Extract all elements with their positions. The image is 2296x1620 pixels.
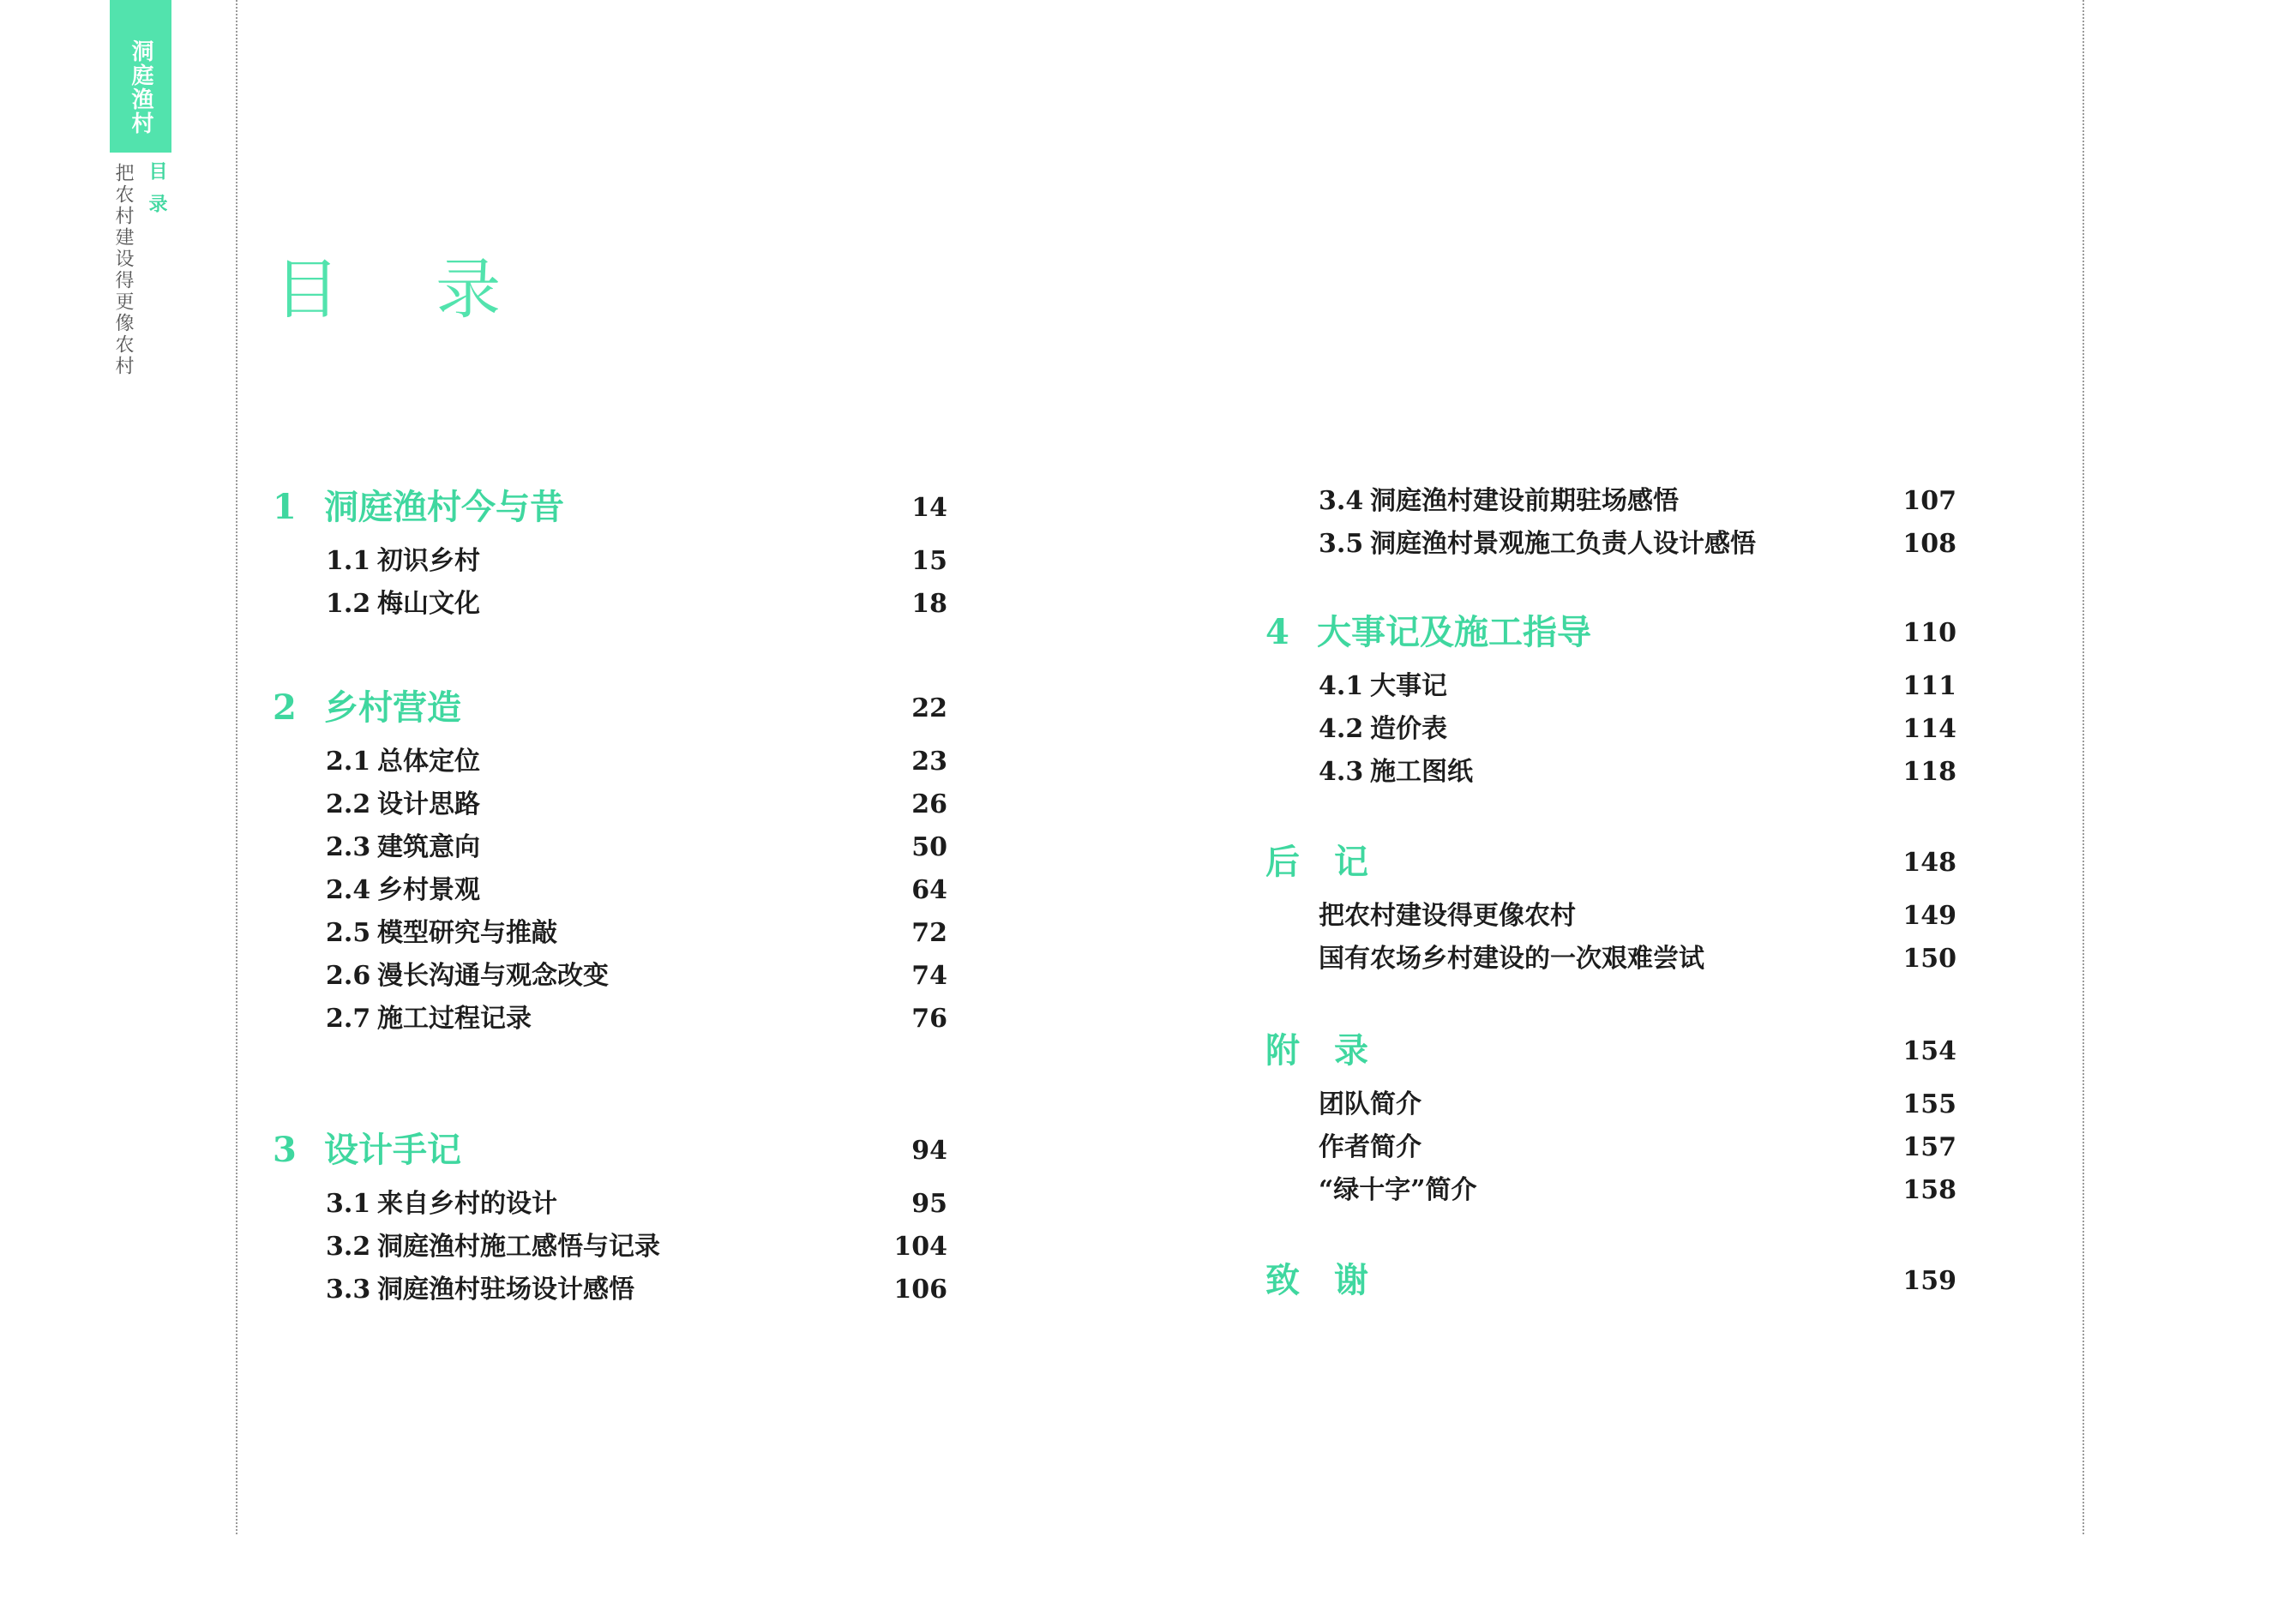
spine-title: 洞庭渔村 xyxy=(128,39,153,135)
toc-title: 国有农场乡村建设的一次艰难尝试 xyxy=(1319,944,1704,974)
toc-page-number: 72 xyxy=(911,918,947,948)
toc-item[interactable] xyxy=(1319,946,1704,972)
toc-chapter[interactable] xyxy=(273,487,564,527)
toc-number: 2.4 xyxy=(326,875,371,905)
toc-item[interactable] xyxy=(326,1006,532,1032)
toc-page-number: 157 xyxy=(1902,1132,1956,1162)
toc-item[interactable] xyxy=(1319,759,1473,785)
toc-item[interactable] xyxy=(1319,1175,1477,1205)
toc-item[interactable] xyxy=(326,546,480,576)
toc-item[interactable] xyxy=(326,875,480,905)
toc-title: 造价表 xyxy=(1370,714,1447,744)
left-margin-guide xyxy=(236,0,237,1534)
toc-page-number: 64 xyxy=(911,875,947,905)
toc-title: 漫长沟通与观念改变 xyxy=(377,961,609,991)
toc-item[interactable] xyxy=(326,789,480,819)
toc-title: 初识乡村 xyxy=(377,546,480,576)
toc-page-number: 111 xyxy=(1902,671,1956,701)
toc-title: 施工过程记录 xyxy=(377,1004,532,1034)
toc-chapter[interactable] xyxy=(1265,842,1403,882)
toc-number: 3.1 xyxy=(326,1189,371,1219)
toc-title: 附录 xyxy=(1265,1030,1403,1071)
toc-chapter[interactable] xyxy=(273,687,461,728)
toc-number: 2.6 xyxy=(326,961,371,991)
toc-title: 洞庭渔村今与昔 xyxy=(324,487,564,527)
toc-page-number: 95 xyxy=(911,1189,947,1219)
toc-title: 团队简介 xyxy=(1319,1089,1421,1119)
toc-page-number: 118 xyxy=(1902,757,1956,787)
toc-item[interactable] xyxy=(326,1191,557,1217)
toc-item[interactable] xyxy=(1319,1089,1421,1119)
toc-page-number: 148 xyxy=(1902,848,1956,878)
toc-title: 洞庭渔村建设前期驻场感悟 xyxy=(1370,486,1679,516)
toc-number: 3.4 xyxy=(1319,486,1364,516)
toc-page-number: 159 xyxy=(1902,1266,1956,1296)
toc-page-number: 114 xyxy=(1902,714,1956,744)
toc-title: 洞庭渔村景观施工负责人设计感悟 xyxy=(1370,529,1756,559)
toc-title: 乡村营造 xyxy=(324,687,461,728)
toc-title: 后记 xyxy=(1265,842,1403,882)
toc-title: 大事记 xyxy=(1370,671,1447,701)
toc-title: 把农村建设得更像农村 xyxy=(1319,901,1576,931)
toc-title: 设计思路 xyxy=(377,789,480,819)
toc-number: 1.1 xyxy=(326,546,371,576)
toc-page-number: 154 xyxy=(1902,1036,1956,1066)
toc-number: 4.3 xyxy=(1319,757,1364,787)
toc-item[interactable] xyxy=(326,1277,634,1303)
toc-page-number: 158 xyxy=(1902,1175,1956,1205)
toc-item[interactable] xyxy=(1319,714,1447,744)
toc-title: 来自乡村的设计 xyxy=(377,1189,557,1219)
toc-chapter[interactable] xyxy=(1265,1030,1403,1071)
toc-title: 建筑意向 xyxy=(377,832,480,862)
toc-number: 2.7 xyxy=(326,1004,371,1034)
right-margin-guide xyxy=(2083,0,2084,1534)
toc-page-number: 149 xyxy=(1902,901,1956,931)
toc-number: 2.2 xyxy=(326,789,371,819)
toc-title: 梅山文化 xyxy=(377,589,480,619)
toc-number: 1.2 xyxy=(326,589,371,619)
toc-title: 施工图纸 xyxy=(1370,757,1473,787)
toc-number: 2.5 xyxy=(326,918,371,948)
toc-chapter[interactable] xyxy=(1265,612,1591,652)
toc-page-number: 108 xyxy=(1902,529,1956,559)
toc-number: 2.3 xyxy=(326,832,371,862)
toc-title: 总体定位 xyxy=(377,747,480,777)
toc-item[interactable] xyxy=(326,591,480,617)
toc-page-number: 107 xyxy=(1902,486,1956,516)
toc-page-number: 14 xyxy=(911,493,947,523)
toc-page-number: 22 xyxy=(911,693,947,723)
page-title: 目 录 xyxy=(274,251,539,327)
toc-page-number: 94 xyxy=(911,1136,947,1166)
toc-number: 4 xyxy=(1265,612,1289,652)
toc-page-number: 15 xyxy=(911,546,947,576)
spine-title-tab xyxy=(110,0,171,153)
toc-page-number: 76 xyxy=(911,1004,947,1034)
toc-number: 3 xyxy=(273,1130,297,1170)
spine-section-label: 目录 xyxy=(146,161,168,226)
toc-title: 洞庭渔村驻场设计感悟 xyxy=(377,1275,634,1305)
toc-title: 乡村景观 xyxy=(377,875,480,905)
toc-chapter[interactable] xyxy=(1265,1260,1403,1300)
toc-item[interactable] xyxy=(1319,671,1447,701)
toc-title: 洞庭渔村施工感悟与记录 xyxy=(377,1232,660,1262)
toc-number: 4.1 xyxy=(1319,671,1364,701)
toc-title: 设计手记 xyxy=(324,1130,461,1170)
toc-item[interactable] xyxy=(326,918,557,948)
toc-page-number: 110 xyxy=(1902,618,1956,648)
toc-item[interactable] xyxy=(1319,903,1576,929)
toc-number: 4.2 xyxy=(1319,714,1364,744)
toc-title: “绿十字”简介 xyxy=(1319,1175,1477,1205)
toc-page-number: 104 xyxy=(893,1232,947,1262)
toc-number: 2 xyxy=(273,687,297,728)
toc-chapter[interactable] xyxy=(273,1130,461,1170)
toc-item[interactable] xyxy=(1319,486,1679,516)
toc-number: 3.2 xyxy=(326,1232,371,1262)
toc-page-number: 26 xyxy=(911,789,947,819)
toc-page-number: 50 xyxy=(911,832,947,862)
toc-item[interactable] xyxy=(326,963,609,989)
toc-number: 2.1 xyxy=(326,747,371,777)
toc-item[interactable] xyxy=(326,832,480,862)
toc-number: 1 xyxy=(273,487,297,527)
toc-item[interactable] xyxy=(1319,1132,1421,1162)
toc-title: 模型研究与推敲 xyxy=(377,918,557,948)
toc-title: 大事记及施工指导 xyxy=(1317,612,1591,652)
spine-subtitle: 把农村建设得更像农村 xyxy=(112,163,134,377)
toc-number: 3.3 xyxy=(326,1275,371,1305)
toc-page-number: 18 xyxy=(911,589,947,619)
toc-item[interactable] xyxy=(326,749,480,775)
toc-page-number: 74 xyxy=(911,961,947,991)
toc-item[interactable] xyxy=(326,1234,660,1260)
toc-page-number: 155 xyxy=(1902,1089,1956,1119)
toc-page-number: 106 xyxy=(893,1275,947,1305)
toc-page-number: 23 xyxy=(911,747,947,777)
toc-number: 3.5 xyxy=(1319,529,1364,559)
toc-title: 作者简介 xyxy=(1319,1132,1421,1162)
toc-page-number: 150 xyxy=(1902,944,1956,974)
toc-title: 致谢 xyxy=(1265,1260,1403,1300)
toc-item[interactable] xyxy=(1319,531,1756,557)
